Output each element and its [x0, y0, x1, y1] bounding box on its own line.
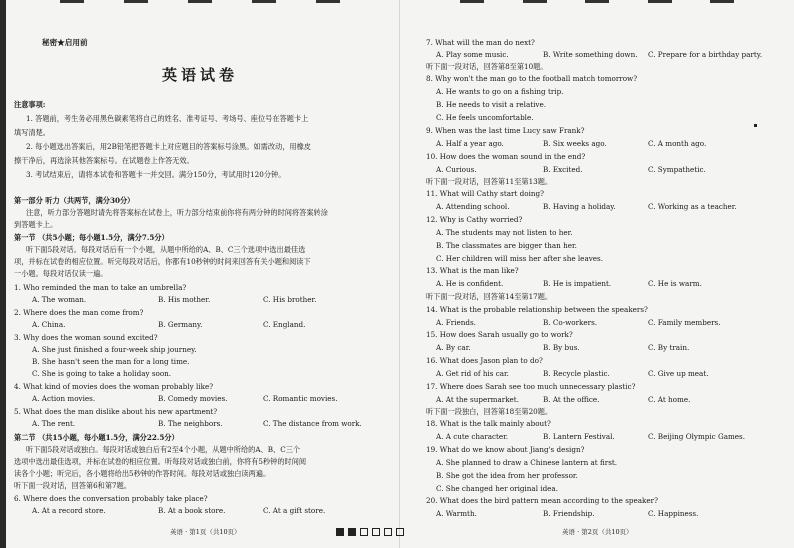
question-12: 12. Why is Cathy worried?	[426, 215, 523, 224]
option-c: C. He feels uncomfortable.	[436, 113, 534, 122]
option-a: A. Play some music.	[436, 50, 509, 59]
option-b: B. Germany.	[158, 320, 203, 329]
notice-line: 擦干净后，再选涂其他答案标号。在试题卷上作答无效。	[14, 156, 194, 165]
option-c: C. Prepare for a birthday party.	[648, 50, 763, 59]
option-a: A. Warmth.	[436, 509, 477, 518]
question-19: 19. What do we know about Jiang's design?	[426, 445, 585, 454]
option-b: B. At the office.	[543, 395, 600, 404]
section2-heading: 第二节 （共15小题，每小题1.5分，满分22.5分）	[14, 433, 179, 442]
option-b: B. The classmates are bigger than her.	[436, 241, 577, 250]
section1-instructions: 一小题。每段对话仅读一遍。	[14, 269, 108, 278]
option-b: B. His mother.	[158, 295, 211, 304]
question-7: 7. What will the man do next?	[426, 38, 535, 47]
option-b: B. Co-workers.	[543, 318, 598, 327]
option-a: A. She just finished a four-week ship journey.	[32, 345, 197, 354]
option-c: C. She changed her original idea.	[436, 484, 558, 493]
registration-marks	[460, 0, 734, 4]
part1-note: 到答题卡上。	[14, 220, 58, 229]
registration-marks	[60, 0, 340, 4]
question-3: 3. Why does the woman sound excited?	[14, 333, 158, 342]
notice-line: 1. 答题前，考生务必用黑色碳素笔将自己的姓名、准考证号、考场号、座位号在答题卡上	[26, 114, 309, 123]
question-8: 8. Why won't the man go to the football match tomorrow?	[426, 74, 638, 83]
option-b: B. Having a holiday.	[543, 202, 616, 211]
option-b: B. Write something down.	[543, 50, 638, 59]
option-c: C. His brother.	[263, 295, 317, 304]
option-c: C. She is going to take a holiday soon.	[32, 369, 172, 378]
listening-direction: 听下面一段对话，回答第6和第7题。	[14, 481, 131, 490]
option-a: A. She planned to draw a Chinese lantern at first.	[436, 458, 618, 467]
question-15: 15. How does Sarah usually go to work?	[426, 330, 573, 339]
option-a: A. China.	[32, 320, 66, 329]
option-a: A. The students may not listen to her.	[436, 228, 573, 237]
option-a: A. A cute character.	[436, 432, 509, 441]
question-17: 17. Where does Sarah see too much unnecessary plastic?	[426, 382, 636, 391]
section2-instructions: 读各个小题；听完后，各小题将给出5秒钟的作答时间。每段对话或独白读两遍。	[14, 469, 271, 478]
option-c: C. Her children will miss her after she leaves.	[436, 254, 604, 263]
option-c: C. Working as a teacher.	[648, 202, 737, 211]
option-c: C. By train.	[648, 343, 690, 352]
question-5: 5. What does the man dislike about his new apartment?	[14, 407, 218, 416]
question-16: 16. What does Jason plan to do?	[426, 356, 543, 365]
option-b: B. Friendship.	[543, 509, 595, 518]
notice-heading: 注意事项:	[14, 100, 46, 109]
listening-direction: 听下面一段对话，回答第8至第10题。	[426, 62, 548, 71]
option-c: C. Family members.	[648, 318, 721, 327]
option-b: B. At a book store.	[158, 506, 226, 515]
question-1: 1. Who reminded the man to take an umbrella?	[14, 283, 187, 292]
confidential-label: 秘密★启用前	[42, 38, 88, 47]
option-b: B. She hasn't seen the man for a long time.	[32, 357, 190, 366]
question-13: 13. What is the man like?	[426, 266, 519, 275]
option-b: B. He is impatient.	[543, 279, 612, 288]
option-c: C. Romantic movies.	[263, 394, 338, 403]
option-b: B. Excited.	[543, 165, 583, 174]
option-a: A. Curious.	[436, 165, 477, 174]
listening-direction: 听下面一段对话，回答第11至第13题。	[426, 177, 553, 186]
option-a: A. The woman.	[32, 295, 87, 304]
page-footer: 英语 · 第2页（共10页）	[562, 528, 633, 536]
option-c: C. Beijing Olympic Games.	[648, 432, 746, 441]
option-b: B. Six weeks ago.	[543, 139, 607, 148]
option-b: B. Lantern Festival.	[543, 432, 615, 441]
option-c: C. At home.	[648, 395, 691, 404]
section1-instructions: 听下面5段对话。每段对话后有一个小题，从题中所给的A、B、C三个选项中选出最佳选	[26, 245, 306, 254]
question-4: 4. What kind of movies does the woman probably like?	[14, 382, 214, 391]
option-a: A. At a record store.	[32, 506, 106, 515]
option-a: A. The rent.	[32, 419, 76, 428]
notice-line: 3. 考试结束后，请将本试卷和答题卡一并交回。满分150分，考试用时120分钟。	[26, 170, 286, 179]
question-20: 20. What does the bird pattern mean according to the speaker?	[426, 496, 658, 505]
option-a: A. He wants to go on a fishing trip.	[436, 87, 564, 96]
right-page	[400, 0, 794, 548]
section1-heading: 第一节 （共5小题；每小题1.5分，满分7.5分）	[14, 233, 169, 242]
question-11: 11. What will Cathy start doing?	[426, 189, 544, 198]
option-a: A. At the supermarket.	[436, 395, 519, 404]
option-c: C. Sympathetic.	[648, 165, 706, 174]
option-b: B. He needs to visit a relative.	[436, 100, 547, 109]
question-6: 6. Where does the conversation probably take place?	[14, 494, 208, 503]
scan-squares	[336, 528, 404, 536]
notice-line: 填写清楚。	[14, 128, 50, 137]
notice-line: 2. 每小题选出答案后，用2B铅笔把答题卡上对应题目的答案标号涂黑。如需改动，用橡皮	[26, 142, 311, 151]
option-a: A. Friends.	[436, 318, 476, 327]
question-10: 10. How does the woman sound in the end?	[426, 152, 586, 161]
option-a: A. Half a year ago.	[436, 139, 504, 148]
option-b: B. She got the idea from her professor.	[436, 471, 578, 480]
page-footer: 英语 · 第1页（共10页）	[170, 528, 241, 536]
option-a: A. Attending school.	[436, 202, 510, 211]
option-c: C. A month ago.	[648, 139, 707, 148]
option-c: C. Happiness.	[648, 509, 699, 518]
page-title: 英语试卷	[161, 66, 238, 84]
option-b: B. Comedy movies.	[158, 394, 228, 403]
listening-direction: 听下面一段独白，回答第18至第20题。	[426, 407, 553, 416]
section1-instructions: 项，并标在试卷的相应位置。听完每段对话后，你都有10秒钟的时间来回答有关小题和阅读下	[14, 257, 311, 266]
option-c: C. At a gift store.	[263, 506, 326, 515]
question-2: 2. Where does the man come from?	[14, 308, 144, 317]
option-c: C. Give up meat.	[648, 369, 709, 378]
listening-direction: 听下面一段对话，回答第14至第17题。	[426, 292, 553, 301]
option-c: C. England.	[263, 320, 306, 329]
option-a: A. Get rid of his car.	[436, 369, 509, 378]
option-a: A. Action movies.	[32, 394, 96, 403]
section2-instructions: 选项中选出最佳选项，并标在试卷的相应位置。听每段对话或独白前，你将有5秒钟的时间阅	[14, 457, 307, 466]
option-b: B. By bus.	[543, 343, 580, 352]
part1-heading: 第一部分 听力（共两节，满分30分）	[14, 196, 135, 205]
option-a: A. He is confident.	[436, 279, 504, 288]
option-b: B. The neighbors.	[158, 419, 223, 428]
scan-speck	[754, 124, 757, 127]
option-a: A. By car.	[436, 343, 471, 352]
part1-note: 注意，听力部分答题时请先将答案标在试卷上，听力部分结束前你将有两分钟的时间将答案转涂	[26, 208, 328, 217]
question-14: 14. What is the probable relationship between the speakers?	[426, 305, 648, 314]
option-b: B. Recycle plastic.	[543, 369, 610, 378]
question-9: 9. When was the last time Lucy saw Frank?	[426, 126, 585, 135]
option-c: C. The distance from work.	[263, 419, 362, 428]
option-c: C. He is warm.	[648, 279, 702, 288]
question-18: 18. What is the talk mainly about?	[426, 419, 551, 428]
section2-instructions: 听下面5段对话或独白。每段对话或独白后有2至4个小题，从题中所给的A、B、C三个	[26, 445, 301, 454]
